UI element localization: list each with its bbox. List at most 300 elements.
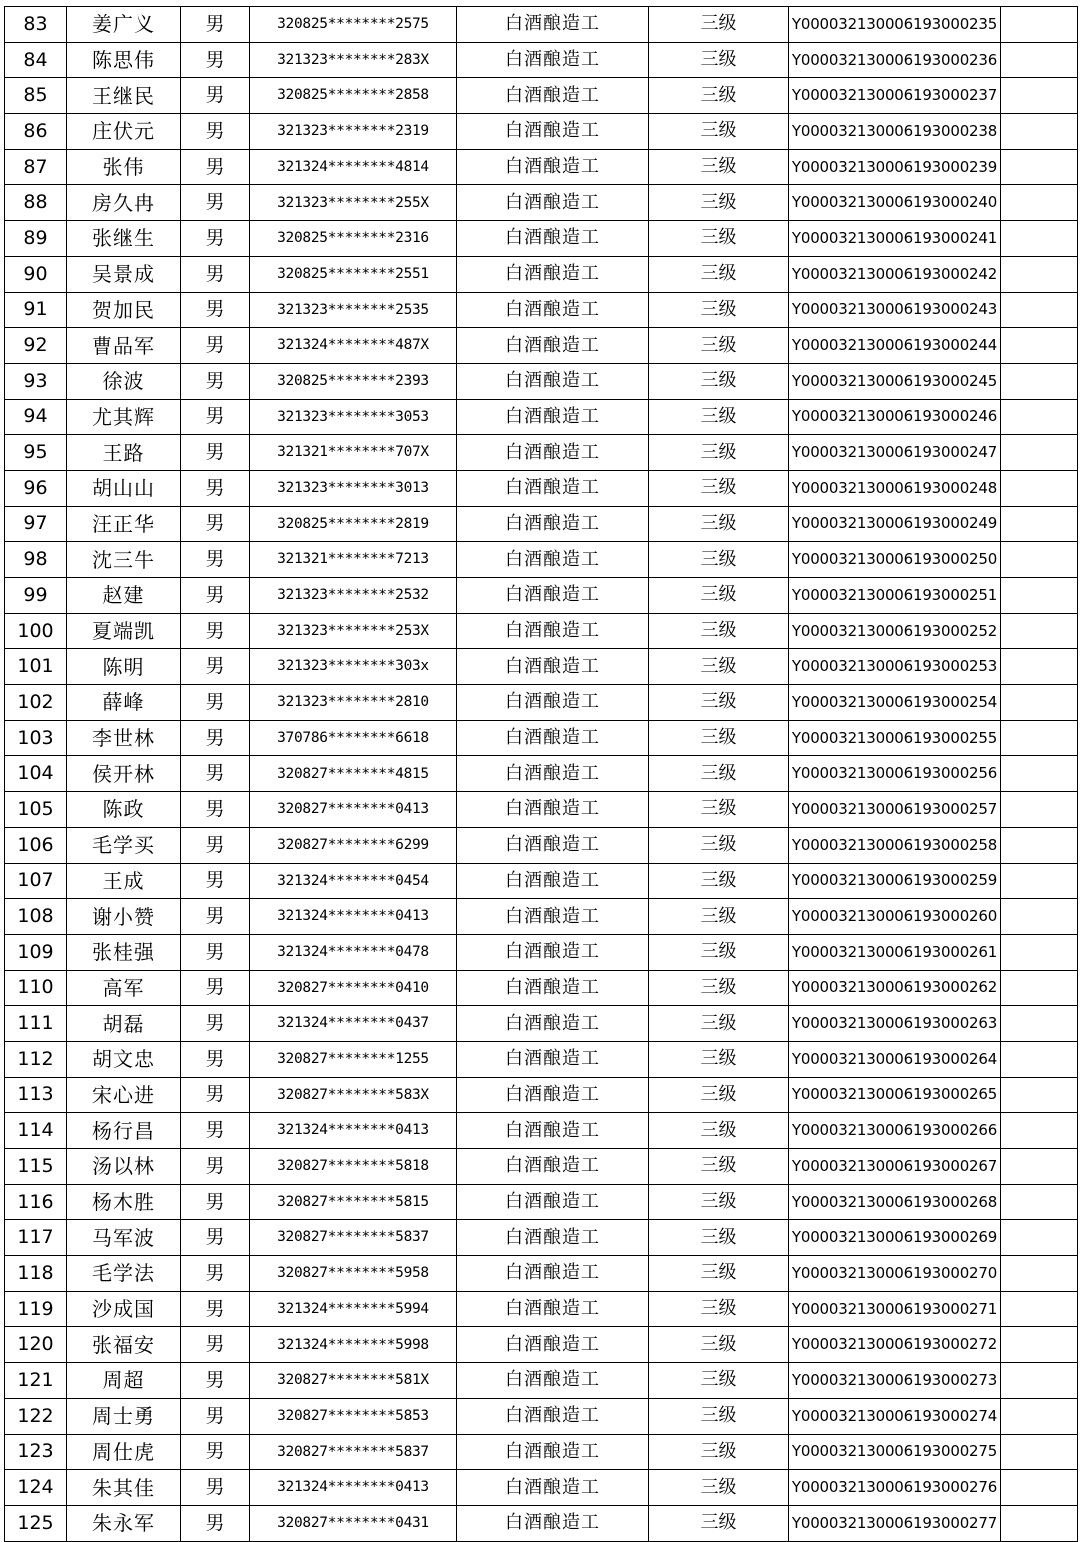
occupation: 白酒酿造工 (457, 578, 649, 614)
table-row (5, 720, 1078, 756)
blank-cell (1001, 970, 1078, 1006)
person-name: 王路 (67, 435, 181, 471)
row-number: 108 (5, 899, 67, 935)
gender: 男 (181, 42, 250, 78)
table-row (5, 435, 1078, 471)
row-number: 111 (5, 1006, 67, 1042)
table-row (5, 1220, 1078, 1256)
table-row (5, 1184, 1078, 1220)
id-number: 320825********2551 (250, 256, 457, 292)
certificate-number: Y000032130006193000235 (789, 7, 1001, 43)
certificate-number: Y000032130006193000242 (789, 256, 1001, 292)
skill-level: 三级 (649, 42, 789, 78)
skill-level: 三级 (649, 506, 789, 542)
table-row (5, 649, 1078, 685)
occupation: 白酒酿造工 (457, 1327, 649, 1363)
id-number: 321324********0478 (250, 934, 457, 970)
blank-cell (1001, 78, 1078, 114)
certificate-number: Y000032130006193000253 (789, 649, 1001, 685)
id-number: 321321********7213 (250, 542, 457, 578)
row-number: 118 (5, 1256, 67, 1292)
person-name: 尤其辉 (67, 399, 181, 435)
row-number: 110 (5, 970, 67, 1006)
id-number: 321324********0437 (250, 1006, 457, 1042)
gender: 男 (181, 363, 250, 399)
skill-level: 三级 (649, 363, 789, 399)
id-number: 321323********3013 (250, 470, 457, 506)
certificate-number: Y000032130006193000277 (789, 1505, 1001, 1541)
gender: 男 (181, 1291, 250, 1327)
person-name: 沙成国 (67, 1291, 181, 1327)
occupation: 白酒酿造工 (457, 1184, 649, 1220)
gender: 男 (181, 221, 250, 257)
gender: 男 (181, 720, 250, 756)
row-number: 100 (5, 613, 67, 649)
certificate-number: Y000032130006193000240 (789, 185, 1001, 221)
row-number: 92 (5, 328, 67, 364)
table-row (5, 542, 1078, 578)
id-number: 321324********0413 (250, 899, 457, 935)
skill-level: 三级 (649, 578, 789, 614)
certificate-number: Y000032130006193000267 (789, 1149, 1001, 1185)
id-number: 321324********4814 (250, 149, 457, 185)
table-row (5, 792, 1078, 828)
skill-level: 三级 (649, 149, 789, 185)
certificate-number: Y000032130006193000266 (789, 1113, 1001, 1149)
certificate-number: Y000032130006193000265 (789, 1077, 1001, 1113)
table-row (5, 1327, 1078, 1363)
gender: 男 (181, 1398, 250, 1434)
row-number: 107 (5, 863, 67, 899)
certificate-number: Y000032130006193000276 (789, 1470, 1001, 1506)
blank-cell (1001, 256, 1078, 292)
skill-level: 三级 (649, 1077, 789, 1113)
row-number: 102 (5, 685, 67, 721)
skill-level: 三级 (649, 1434, 789, 1470)
blank-cell (1001, 1006, 1078, 1042)
blank-cell (1001, 720, 1078, 756)
id-number: 321323********2532 (250, 578, 457, 614)
table-row (5, 292, 1078, 328)
person-name: 毛学法 (67, 1256, 181, 1292)
id-number: 320827********0410 (250, 970, 457, 1006)
row-number: 85 (5, 78, 67, 114)
gender: 男 (181, 863, 250, 899)
table-row (5, 399, 1078, 435)
table-row (5, 1434, 1078, 1470)
gender: 男 (181, 613, 250, 649)
id-number: 321324********487X (250, 328, 457, 364)
row-number: 101 (5, 649, 67, 685)
blank-cell (1001, 1434, 1078, 1470)
row-number: 96 (5, 470, 67, 506)
id-number: 321323********283X (250, 42, 457, 78)
skill-level: 三级 (649, 1256, 789, 1292)
id-number: 321323********2535 (250, 292, 457, 328)
person-name: 周超 (67, 1363, 181, 1399)
gender: 男 (181, 756, 250, 792)
blank-cell (1001, 1184, 1078, 1220)
person-name: 房久冉 (67, 185, 181, 221)
gender: 男 (181, 1184, 250, 1220)
row-number: 112 (5, 1041, 67, 1077)
occupation: 白酒酿造工 (457, 1041, 649, 1077)
person-name: 徐波 (67, 363, 181, 399)
occupation: 白酒酿造工 (457, 1113, 649, 1149)
certificate-number: Y000032130006193000272 (789, 1327, 1001, 1363)
certificate-number: Y000032130006193000239 (789, 149, 1001, 185)
person-name: 马军波 (67, 1220, 181, 1256)
certificate-number: Y000032130006193000260 (789, 899, 1001, 935)
occupation: 白酒酿造工 (457, 1006, 649, 1042)
skill-level: 三级 (649, 328, 789, 364)
blank-cell (1001, 756, 1078, 792)
occupation: 白酒酿造工 (457, 221, 649, 257)
row-number: 90 (5, 256, 67, 292)
blank-cell (1001, 506, 1078, 542)
skill-level: 三级 (649, 1149, 789, 1185)
row-number: 116 (5, 1184, 67, 1220)
gender: 男 (181, 1363, 250, 1399)
table-row (5, 934, 1078, 970)
person-name: 王继民 (67, 78, 181, 114)
person-name: 毛学买 (67, 827, 181, 863)
skill-level: 三级 (649, 292, 789, 328)
table-row (5, 256, 1078, 292)
id-number: 320825********2575 (250, 7, 457, 43)
certificate-number: Y000032130006193000259 (789, 863, 1001, 899)
gender: 男 (181, 827, 250, 863)
skill-level: 三级 (649, 78, 789, 114)
person-name: 贺加民 (67, 292, 181, 328)
certificate-number: Y000032130006193000254 (789, 685, 1001, 721)
row-number: 113 (5, 1077, 67, 1113)
table-row (5, 114, 1078, 150)
blank-cell (1001, 1077, 1078, 1113)
person-name: 谢小赞 (67, 899, 181, 935)
skill-level: 三级 (649, 720, 789, 756)
row-number: 115 (5, 1149, 67, 1185)
id-number: 321324********0413 (250, 1470, 457, 1506)
occupation: 白酒酿造工 (457, 649, 649, 685)
occupation: 白酒酿造工 (457, 506, 649, 542)
table-body (5, 7, 1078, 1542)
certificate-number: Y000032130006193000248 (789, 470, 1001, 506)
occupation: 白酒酿造工 (457, 934, 649, 970)
gender: 男 (181, 470, 250, 506)
blank-cell (1001, 1041, 1078, 1077)
skill-level: 三级 (649, 685, 789, 721)
table-row (5, 1041, 1078, 1077)
id-number: 320825********2819 (250, 506, 457, 542)
blank-cell (1001, 1327, 1078, 1363)
skill-level: 三级 (649, 1220, 789, 1256)
row-number: 86 (5, 114, 67, 150)
occupation: 白酒酿造工 (457, 7, 649, 43)
table-row (5, 1398, 1078, 1434)
certificate-number: Y000032130006193000269 (789, 1220, 1001, 1256)
person-name: 朱其佳 (67, 1470, 181, 1506)
table-row (5, 970, 1078, 1006)
gender: 男 (181, 1256, 250, 1292)
person-name: 杨行昌 (67, 1113, 181, 1149)
blank-cell (1001, 827, 1078, 863)
row-number: 124 (5, 1470, 67, 1506)
certificate-number: Y000032130006193000247 (789, 435, 1001, 471)
blank-cell (1001, 363, 1078, 399)
person-name: 李世林 (67, 720, 181, 756)
gender: 男 (181, 649, 250, 685)
certificate-number: Y000032130006193000262 (789, 970, 1001, 1006)
blank-cell (1001, 542, 1078, 578)
row-number: 89 (5, 221, 67, 257)
gender: 男 (181, 78, 250, 114)
gender: 男 (181, 934, 250, 970)
gender: 男 (181, 185, 250, 221)
row-number: 106 (5, 827, 67, 863)
gender: 男 (181, 899, 250, 935)
person-name: 沈三牛 (67, 542, 181, 578)
row-number: 122 (5, 1398, 67, 1434)
blank-cell (1001, 863, 1078, 899)
table-row (5, 185, 1078, 221)
row-number: 87 (5, 149, 67, 185)
row-number: 94 (5, 399, 67, 435)
table-row (5, 1077, 1078, 1113)
gender: 男 (181, 1505, 250, 1541)
certificate-number: Y000032130006193000252 (789, 613, 1001, 649)
blank-cell (1001, 470, 1078, 506)
blank-cell (1001, 1505, 1078, 1541)
table-row (5, 149, 1078, 185)
person-name: 杨木胜 (67, 1184, 181, 1220)
blank-cell (1001, 792, 1078, 828)
gender: 男 (181, 1006, 250, 1042)
row-number: 114 (5, 1113, 67, 1149)
occupation: 白酒酿造工 (457, 899, 649, 935)
id-number: 321324********0413 (250, 1113, 457, 1149)
person-name: 张桂强 (67, 934, 181, 970)
table-row (5, 1149, 1078, 1185)
person-name: 周仕虎 (67, 1434, 181, 1470)
id-number: 320827********5837 (250, 1434, 457, 1470)
person-name: 汪正华 (67, 506, 181, 542)
occupation: 白酒酿造工 (457, 1398, 649, 1434)
id-number: 321323********303x (250, 649, 457, 685)
id-number: 320827********1255 (250, 1041, 457, 1077)
id-number: 321323********2810 (250, 685, 457, 721)
id-number: 320827********5815 (250, 1184, 457, 1220)
id-number: 320825********2316 (250, 221, 457, 257)
person-name: 陈政 (67, 792, 181, 828)
occupation: 白酒酿造工 (457, 435, 649, 471)
occupation: 白酒酿造工 (457, 42, 649, 78)
id-number: 320825********2393 (250, 363, 457, 399)
skill-level: 三级 (649, 756, 789, 792)
table-row (5, 470, 1078, 506)
table-row (5, 506, 1078, 542)
skill-level: 三级 (649, 1398, 789, 1434)
occupation: 白酒酿造工 (457, 792, 649, 828)
id-number: 321324********5994 (250, 1291, 457, 1327)
skill-level: 三级 (649, 1291, 789, 1327)
certificate-number: Y000032130006193000261 (789, 934, 1001, 970)
person-name: 张福安 (67, 1327, 181, 1363)
person-name: 庄伏元 (67, 114, 181, 150)
id-number: 320827********0413 (250, 792, 457, 828)
certificate-number: Y000032130006193000256 (789, 756, 1001, 792)
skill-level: 三级 (649, 1006, 789, 1042)
row-number: 104 (5, 756, 67, 792)
certificate-number: Y000032130006193000268 (789, 1184, 1001, 1220)
skill-level: 三级 (649, 185, 789, 221)
skill-level: 三级 (649, 1505, 789, 1541)
table-row (5, 328, 1078, 364)
occupation: 白酒酿造工 (457, 1470, 649, 1506)
occupation: 白酒酿造工 (457, 1434, 649, 1470)
occupation: 白酒酿造工 (457, 1256, 649, 1292)
row-number: 121 (5, 1363, 67, 1399)
blank-cell (1001, 613, 1078, 649)
person-name: 胡山山 (67, 470, 181, 506)
certificate-number: Y000032130006193000251 (789, 578, 1001, 614)
blank-cell (1001, 649, 1078, 685)
certificate-number: Y000032130006193000257 (789, 792, 1001, 828)
certificate-number: Y000032130006193000263 (789, 1006, 1001, 1042)
skill-level: 三级 (649, 1470, 789, 1506)
table-row (5, 1363, 1078, 1399)
table-row (5, 578, 1078, 614)
id-number: 370786********6618 (250, 720, 457, 756)
occupation: 白酒酿造工 (457, 1363, 649, 1399)
certificate-number: Y000032130006193000258 (789, 827, 1001, 863)
blank-cell (1001, 399, 1078, 435)
gender: 男 (181, 399, 250, 435)
blank-cell (1001, 1113, 1078, 1149)
person-name: 陈思伟 (67, 42, 181, 78)
gender: 男 (181, 1077, 250, 1113)
blank-cell (1001, 292, 1078, 328)
row-number: 98 (5, 542, 67, 578)
person-name: 胡文忠 (67, 1041, 181, 1077)
occupation: 白酒酿造工 (457, 1291, 649, 1327)
person-name: 张伟 (67, 149, 181, 185)
blank-cell (1001, 899, 1078, 935)
gender: 男 (181, 328, 250, 364)
person-name: 宋心进 (67, 1077, 181, 1113)
blank-cell (1001, 578, 1078, 614)
table-row (5, 221, 1078, 257)
gender: 男 (181, 435, 250, 471)
blank-cell (1001, 1398, 1078, 1434)
gender: 男 (181, 506, 250, 542)
row-number: 119 (5, 1291, 67, 1327)
occupation: 白酒酿造工 (457, 399, 649, 435)
skill-level: 三级 (649, 1184, 789, 1220)
person-name: 夏端凯 (67, 613, 181, 649)
id-number: 320827********4815 (250, 756, 457, 792)
table-row (5, 363, 1078, 399)
blank-cell (1001, 7, 1078, 43)
gender: 男 (181, 685, 250, 721)
skill-level: 三级 (649, 435, 789, 471)
row-number: 109 (5, 934, 67, 970)
row-number: 97 (5, 506, 67, 542)
gender: 男 (181, 7, 250, 43)
person-name: 周士勇 (67, 1398, 181, 1434)
occupation: 白酒酿造工 (457, 756, 649, 792)
certificate-number: Y000032130006193000270 (789, 1256, 1001, 1292)
occupation: 白酒酿造工 (457, 292, 649, 328)
row-number: 83 (5, 7, 67, 43)
occupation: 白酒酿造工 (457, 1220, 649, 1256)
skill-level: 三级 (649, 542, 789, 578)
person-name: 陈明 (67, 649, 181, 685)
occupation: 白酒酿造工 (457, 185, 649, 221)
occupation: 白酒酿造工 (457, 613, 649, 649)
gender: 男 (181, 792, 250, 828)
blank-cell (1001, 114, 1078, 150)
table-row (5, 1470, 1078, 1506)
id-number: 320827********583X (250, 1077, 457, 1113)
id-number: 320827********5853 (250, 1398, 457, 1434)
skill-level: 三级 (649, 114, 789, 150)
skill-level: 三级 (649, 1041, 789, 1077)
certificate-number: Y000032130006193000273 (789, 1363, 1001, 1399)
person-name: 赵建 (67, 578, 181, 614)
id-number: 321323********2319 (250, 114, 457, 150)
occupation: 白酒酿造工 (457, 542, 649, 578)
certificate-number: Y000032130006193000271 (789, 1291, 1001, 1327)
id-number: 321321********707X (250, 435, 457, 471)
gender: 男 (181, 970, 250, 1006)
id-number: 321323********255X (250, 185, 457, 221)
table-row (5, 1113, 1078, 1149)
person-name: 高军 (67, 970, 181, 1006)
occupation: 白酒酿造工 (457, 328, 649, 364)
blank-cell (1001, 328, 1078, 364)
gender: 男 (181, 542, 250, 578)
skill-level: 三级 (649, 7, 789, 43)
row-number: 120 (5, 1327, 67, 1363)
blank-cell (1001, 934, 1078, 970)
gender: 男 (181, 1041, 250, 1077)
occupation: 白酒酿造工 (457, 470, 649, 506)
table-row (5, 42, 1078, 78)
person-name: 朱永军 (67, 1505, 181, 1541)
blank-cell (1001, 1220, 1078, 1256)
skill-level: 三级 (649, 1113, 789, 1149)
certificate-list-table (4, 6, 1078, 1542)
row-number: 95 (5, 435, 67, 471)
row-number: 105 (5, 792, 67, 828)
table-row (5, 685, 1078, 721)
skill-level: 三级 (649, 221, 789, 257)
table-row (5, 1291, 1078, 1327)
person-name: 汤以林 (67, 1149, 181, 1185)
skill-level: 三级 (649, 399, 789, 435)
table-row (5, 7, 1078, 43)
occupation: 白酒酿造工 (457, 256, 649, 292)
certificate-number: Y000032130006193000255 (789, 720, 1001, 756)
gender: 男 (181, 578, 250, 614)
certificate-number: Y000032130006193000236 (789, 42, 1001, 78)
person-name: 吴景成 (67, 256, 181, 292)
id-number: 320827********0431 (250, 1505, 457, 1541)
id-number: 320827********6299 (250, 827, 457, 863)
person-name: 王成 (67, 863, 181, 899)
skill-level: 三级 (649, 649, 789, 685)
